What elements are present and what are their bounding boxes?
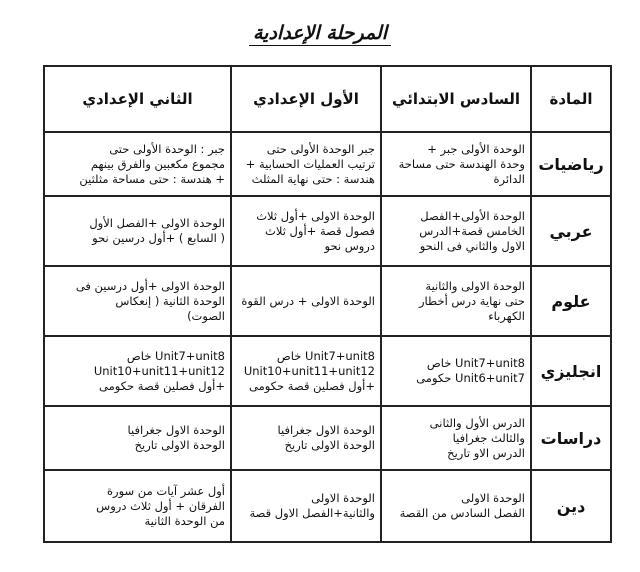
second-prep-cell <box>44 196 231 266</box>
cell-text: الوحدة الاولى +الفصل الأول ( السابع ) +أول درسين نحو <box>89 216 225 245</box>
sixth-primary-cell <box>381 406 531 470</box>
cell-text: الدرس الأول والثانى والثالث جغرافيا الدرس الاو تاريخ <box>429 415 525 460</box>
table-row <box>44 132 611 196</box>
header-first-prep: الأول الإعدادي <box>231 66 381 132</box>
first-prep-cell <box>231 266 381 336</box>
second-prep-cell <box>44 266 231 336</box>
first-prep-cell <box>231 406 381 470</box>
cell-text: الوحدة الاولى والثانية حتى نهاية درس أخطار الكهرباء <box>418 278 525 323</box>
cell-text: الوحدة الأولى جبر + وحدة الهندسة حتى مساحة الدائرة <box>398 141 525 186</box>
cell-text: جبر الوحدة الأولى حتى ترتيب العمليات الحسابية + هندسة : حتى نهاية المثلث <box>245 141 375 186</box>
first-prep-cell <box>231 336 381 406</box>
cell-text: الوحدة الاول جغرافيا الوحدة الاولى تاريخ <box>277 423 375 452</box>
header-sixth-primary: السادس الابتدائي <box>381 66 531 132</box>
cell-text: Unit7+unit8 خاص Unit6+unit7 حكومى <box>416 356 525 385</box>
subject-cell: انجليزي <box>531 336 611 406</box>
cell-text: الوحدة الاولى +أول درسين فى الوحدة الثانية ( إنعكاس الصوت) <box>75 278 225 323</box>
table-row <box>44 470 611 542</box>
table-row <box>44 336 611 406</box>
cell-text: الوحدة الاولى +أول ثلاث فصول قصة +أول ثلاث دروس نحو <box>256 208 375 253</box>
cell-text: الوحدة الأولى+الفصل الخامس قصة+الدرس الاول والثاني فى النحو <box>419 208 525 253</box>
cell-text: جبر : الوحدة الأولى حتى مجموع مكعبين والفرق بينهم + هندسة : حتى مساحة مثلثين <box>79 141 225 186</box>
sixth-primary-cell <box>381 196 531 266</box>
page-title <box>0 20 640 46</box>
sixth-primary-cell <box>381 470 531 542</box>
cell-text: الوحدة الاولى والثانية+الفصل الاول قصة <box>249 491 375 520</box>
subject-cell: عربي <box>531 196 611 266</box>
first-prep-cell <box>231 132 381 196</box>
table-row <box>44 406 611 470</box>
subject-cell: رياضيات <box>531 132 611 196</box>
table-row <box>44 266 611 336</box>
table-header-row <box>44 66 611 132</box>
header-second-prep: الثاني الإعدادي <box>44 66 231 132</box>
second-prep-cell <box>44 336 231 406</box>
cell-text: الوحدة الاولى + درس القوة <box>241 293 375 308</box>
sixth-primary-cell <box>381 132 531 196</box>
second-prep-cell <box>44 132 231 196</box>
subject-cell: دراسات <box>531 406 611 470</box>
first-prep-cell <box>231 470 381 542</box>
sixth-primary-cell <box>381 266 531 336</box>
page-title-text: المرحلة الإعدادية <box>249 22 391 46</box>
cell-text: الوحدة الاولى الفصل السادس من القصة <box>399 491 525 520</box>
second-prep-cell <box>44 406 231 470</box>
second-prep-cell <box>44 470 231 542</box>
first-prep-cell <box>231 196 381 266</box>
cell-text: Unit7+unit8 خاص Unit10+unit11+unit12 +أول فصلين قصة حكومى <box>243 348 375 393</box>
sixth-primary-cell <box>381 336 531 406</box>
schedule-table <box>43 65 612 543</box>
cell-text: الوحدة الاول جغرافيا الوحدة الاولى تاريخ <box>127 423 225 452</box>
header-subject: المادة <box>531 66 611 132</box>
table-row <box>44 196 611 266</box>
subject-cell: علوم <box>531 266 611 336</box>
cell-text: أول عشر آيات من سورة الفرقان + أول ثلاث دروس من الوحدة الثانية <box>96 483 225 528</box>
cell-text: Unit7+unit8 خاص Unit10+unit11+unit12 +أول فصلين قصة حكومى <box>93 348 225 393</box>
subject-cell: دين <box>531 470 611 542</box>
